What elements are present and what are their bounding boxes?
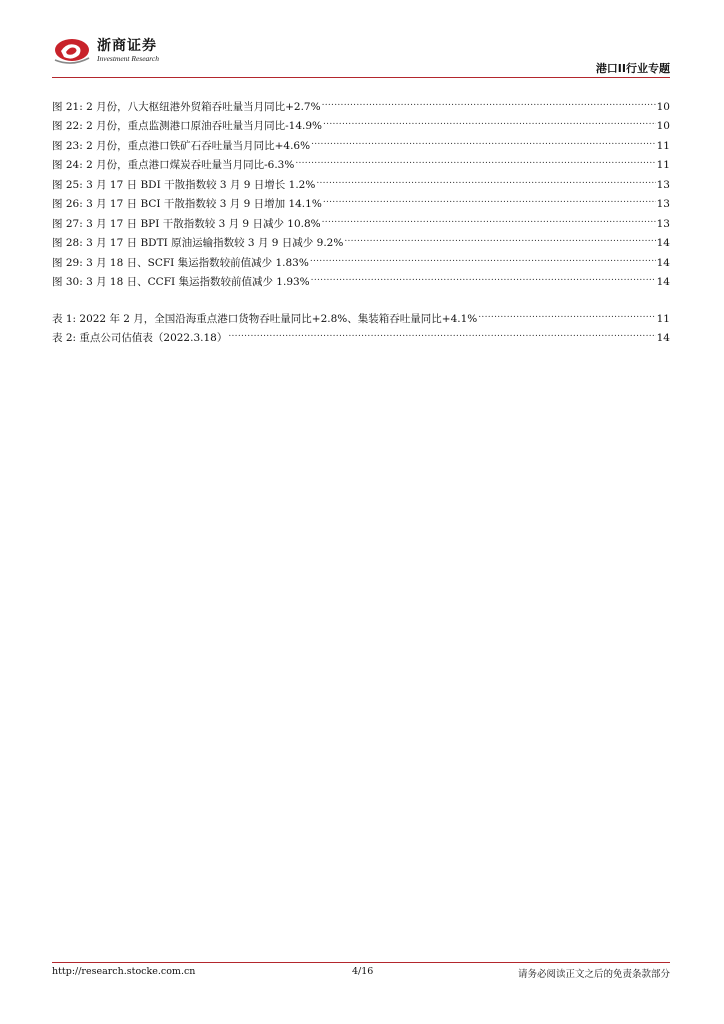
toc-entry-page: 14: [656, 332, 670, 344]
toc-entry-label: 图 22: 2 月份，重点监测港口原油吞吐量当月同比-14.9%: [52, 120, 322, 132]
dot-leader: [344, 227, 655, 247]
dot-leader: [322, 90, 656, 110]
toc-entry-table-1[interactable]: [52, 302, 670, 325]
toc-entry-label: 图 26: 3 月 17 日 BCI 干散指数较 3 月 9 日增加 14.1%: [52, 198, 322, 210]
toc-entry-label: 图 25: 3 月 17 日 BDI 干散指数较 3 月 9 日增长 1.2%: [52, 178, 316, 191]
dot-leader: [323, 110, 656, 130]
brand-name-cn: 浙商证券: [97, 38, 157, 54]
footer-url-link[interactable]: http://research.stocke.com.cn: [52, 966, 196, 977]
dot-leader: [322, 207, 656, 227]
toc-entry-page: 14: [656, 276, 670, 288]
toc-entry-figure-21[interactable]: [52, 90, 670, 113]
toc-entry-label: 图 29: 3 月 18 日、SCFI 集运指数较前值减少 1.83%: [52, 256, 309, 269]
toc-entry-page: 10: [656, 100, 670, 113]
toc-entry-page: 14: [656, 237, 670, 249]
toc-entry-page: 13: [656, 178, 670, 191]
toc-entry-label: 图 21: 2 月份，八大枢纽港外贸箱吞吐量当月同比+2.7%: [52, 100, 321, 113]
dot-leader: [478, 302, 655, 322]
header-title: 港口II行业专题: [595, 62, 670, 75]
dot-leader: [311, 129, 656, 149]
header-divider: [52, 77, 670, 78]
toc-entry-page: 10: [656, 120, 670, 132]
toc-entry-page: 14: [656, 256, 670, 269]
logo-icon: [52, 36, 92, 66]
toc-entry-label: 图 27: 3 月 17 日 BPI 干散指数较 3 月 9 日减少 10.8%: [52, 217, 321, 230]
toc-entry-label: 图 23: 2 月份，重点港口铁矿石吞吐量当月同比+4.6%: [52, 139, 311, 152]
figure-list: [52, 90, 670, 288]
toc-entry-label: 图 28: 3 月 17 日 BDTI 原油运输指数较 3 月 9 日减少 9.2%: [52, 237, 344, 249]
toc-entry-page: 11: [656, 159, 670, 171]
dot-leader: [311, 266, 656, 286]
toc-entry-label: 表 1: 2022 年 2 月，全国沿海重点港口货物吞吐量同比+2.8%、集装箱吞吐量同比+4.1%: [52, 312, 478, 325]
footer-disclaimer: 请务必阅读正文之后的免责条款部分: [517, 969, 670, 980]
brand: [97, 38, 159, 64]
toc-entry-label: 图 24: 2 月份，重点港口煤炭吞吐量当月同比-6.3%: [52, 159, 295, 171]
dot-leader: [316, 168, 655, 188]
toc-entry-page: 13: [656, 217, 670, 230]
dot-leader: [228, 322, 655, 342]
footer-divider: [52, 962, 670, 963]
toc-entry-page: 11: [656, 139, 670, 152]
page-header: [0, 0, 724, 80]
dot-leader: [323, 188, 656, 208]
page-number: 4/16: [352, 966, 374, 977]
table-list: [52, 302, 670, 344]
toc-entry-page: 13: [656, 198, 670, 210]
dot-leader: [310, 246, 656, 266]
toc-entry-label: 表 2: 重点公司估值表（2022.3.18）: [52, 332, 228, 344]
dot-leader: [295, 149, 655, 169]
toc-entry-label: 图 30: 3 月 18 日、CCFI 集运指数较前值减少 1.93%: [52, 276, 310, 288]
toc-entry-page: 11: [656, 312, 670, 325]
brand-name-en: Investment Research: [97, 54, 159, 63]
